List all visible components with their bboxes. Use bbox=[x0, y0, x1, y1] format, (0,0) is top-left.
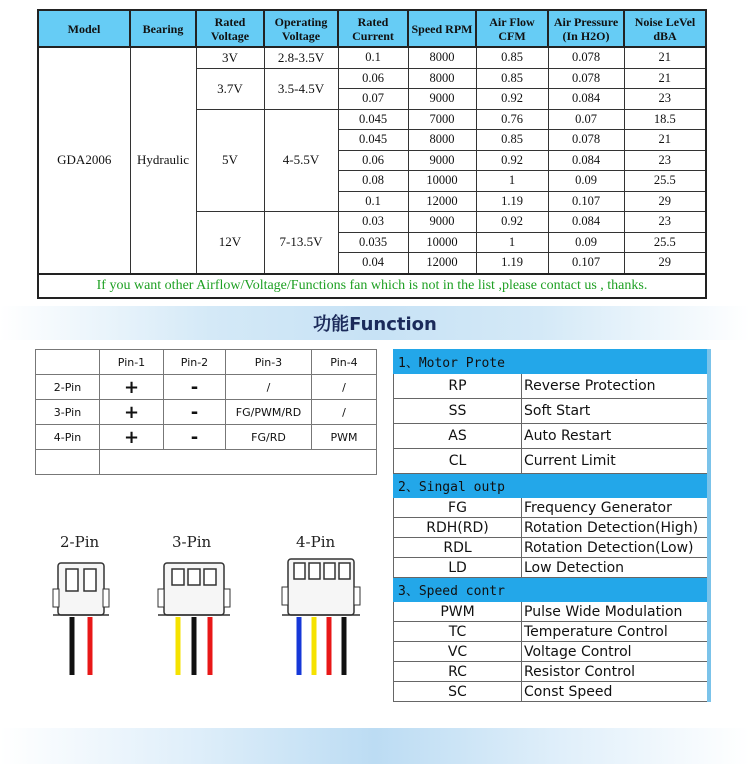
header-noise-level: Noise LeVel dBA bbox=[624, 10, 706, 47]
noise-cell: 23 bbox=[624, 212, 706, 233]
pin-header-row bbox=[36, 350, 377, 375]
abbr-desc: Temperature Control bbox=[522, 622, 710, 642]
abbr-desc: Auto Restart bbox=[522, 424, 710, 449]
rated-voltage-cell: 12V bbox=[196, 212, 264, 274]
abbr-desc: Pulse Wide Modulation bbox=[522, 602, 710, 622]
header-rated-current: Rated Current bbox=[338, 10, 408, 47]
pin-header-3: Pin-3 bbox=[226, 350, 312, 375]
pressure-cell: 0.078 bbox=[548, 68, 624, 89]
table-row bbox=[394, 449, 710, 474]
rated-voltage-cell: 5V bbox=[196, 109, 264, 212]
pin-header-blank bbox=[36, 350, 100, 375]
connector-2pin-icon bbox=[53, 563, 109, 675]
empty-cell bbox=[100, 450, 377, 475]
spec-table bbox=[37, 9, 707, 299]
noise-cell: 23 bbox=[624, 89, 706, 110]
header-speed-rpm: Speed RPM bbox=[408, 10, 476, 47]
pressure-cell: 0.078 bbox=[548, 130, 624, 151]
rpm-cell: 8000 bbox=[408, 130, 476, 151]
abbr-desc: Soft Start bbox=[522, 399, 710, 424]
noise-cell: 18.5 bbox=[624, 109, 706, 130]
section-title: 1、Motor Prote bbox=[394, 350, 710, 374]
table-row bbox=[394, 424, 710, 449]
abbr-code: PWM bbox=[394, 602, 522, 622]
pin-row-empty bbox=[36, 450, 377, 475]
pin2-value: - bbox=[164, 400, 226, 425]
table-row bbox=[38, 47, 706, 68]
rpm-cell: 7000 bbox=[408, 109, 476, 130]
noise-cell: 21 bbox=[624, 68, 706, 89]
cfm-cell: 0.92 bbox=[476, 150, 548, 171]
current-cell: 0.08 bbox=[338, 171, 408, 192]
current-cell: 0.1 bbox=[338, 47, 408, 68]
current-cell: 0.06 bbox=[338, 68, 408, 89]
abbr-desc: Frequency Generator bbox=[522, 498, 710, 518]
connector-3pin-label: 3-Pin bbox=[172, 533, 212, 551]
abbr-desc: Voltage Control bbox=[522, 642, 710, 662]
header-air-flow: Air Flow CFM bbox=[476, 10, 548, 47]
table-row bbox=[394, 498, 710, 518]
empty-cell bbox=[36, 450, 100, 475]
abbr-code: VC bbox=[394, 642, 522, 662]
current-cell: 0.06 bbox=[338, 150, 408, 171]
pin1-value: + bbox=[100, 400, 164, 425]
table-row bbox=[394, 642, 710, 662]
table-row bbox=[394, 622, 710, 642]
pin-header-1: Pin-1 bbox=[100, 350, 164, 375]
section-title: 2、Singal outp bbox=[394, 474, 710, 498]
pressure-cell: 0.107 bbox=[548, 191, 624, 212]
pressure-cell: 0.084 bbox=[548, 212, 624, 233]
pin4-value: / bbox=[312, 400, 377, 425]
pressure-cell: 0.107 bbox=[548, 253, 624, 274]
pressure-cell: 0.09 bbox=[548, 232, 624, 253]
operating-voltage-cell: 3.5-4.5V bbox=[264, 68, 338, 109]
abbr-code: RC bbox=[394, 662, 522, 682]
cfm-cell: 1 bbox=[476, 171, 548, 192]
pin4-value: PWM bbox=[312, 425, 377, 450]
noise-cell: 29 bbox=[624, 191, 706, 212]
section-title: 3、Speed contr bbox=[394, 578, 710, 602]
pin3-value: FG/PWM/RD bbox=[226, 400, 312, 425]
abbr-code: SS bbox=[394, 399, 522, 424]
current-cell: 0.07 bbox=[338, 89, 408, 110]
table-row bbox=[394, 602, 710, 622]
section-header-signal-output bbox=[394, 474, 710, 498]
rpm-cell: 9000 bbox=[408, 212, 476, 233]
rated-voltage-cell: 3.7V bbox=[196, 68, 264, 109]
pin3-value: FG/RD bbox=[226, 425, 312, 450]
model-cell: GDA2006 bbox=[38, 47, 130, 274]
pin-header-4: Pin-4 bbox=[312, 350, 377, 375]
connector-4pin-label: 4-Pin bbox=[296, 533, 336, 551]
abbr-desc: Low Detection bbox=[522, 558, 710, 578]
pin-row-label: 2-Pin bbox=[36, 375, 100, 400]
cfm-cell: 0.76 bbox=[476, 109, 548, 130]
pin-row bbox=[36, 400, 377, 425]
contact-note: If you want other Airflow/Voltage/Functions fan which is not in the list ,please contact us , thanks. bbox=[38, 274, 706, 298]
abbr-code: RDL bbox=[394, 538, 522, 558]
abbr-code: RP bbox=[394, 374, 522, 399]
cfm-cell: 0.85 bbox=[476, 68, 548, 89]
rpm-cell: 8000 bbox=[408, 47, 476, 68]
abbr-code: TC bbox=[394, 622, 522, 642]
pressure-cell: 0.084 bbox=[548, 150, 624, 171]
current-cell: 0.1 bbox=[338, 191, 408, 212]
pin-row bbox=[36, 375, 377, 400]
abbr-desc: Rotation Detection(High) bbox=[522, 518, 710, 538]
cfm-cell: 0.85 bbox=[476, 47, 548, 68]
cfm-cell: 0.85 bbox=[476, 130, 548, 151]
pin-row-label: 3-Pin bbox=[36, 400, 100, 425]
operating-voltage-cell: 4-5.5V bbox=[264, 109, 338, 212]
abbr-desc: Reverse Protection bbox=[522, 374, 710, 399]
rpm-cell: 12000 bbox=[408, 253, 476, 274]
noise-cell: 21 bbox=[624, 47, 706, 68]
pin3-value: / bbox=[226, 375, 312, 400]
connector-2pin-label: 2-Pin bbox=[60, 533, 100, 551]
current-cell: 0.04 bbox=[338, 253, 408, 274]
pin-header-2: Pin-2 bbox=[164, 350, 226, 375]
abbr-code: FG bbox=[394, 498, 522, 518]
section-header-motor-protection bbox=[394, 350, 710, 374]
abbr-desc: Resistor Control bbox=[522, 662, 710, 682]
pin1-value: + bbox=[100, 375, 164, 400]
table-row bbox=[394, 682, 710, 702]
abbr-desc: Const Speed bbox=[522, 682, 710, 702]
connector-3pin-icon bbox=[158, 563, 230, 675]
table-row bbox=[394, 518, 710, 538]
table-row bbox=[394, 399, 710, 424]
pressure-cell: 0.084 bbox=[548, 89, 624, 110]
pressure-cell: 0.09 bbox=[548, 171, 624, 192]
abbr-code: LD bbox=[394, 558, 522, 578]
current-cell: 0.045 bbox=[338, 130, 408, 151]
note-row bbox=[38, 274, 706, 298]
abbr-code: SC bbox=[394, 682, 522, 702]
pin-row bbox=[36, 425, 377, 450]
rpm-cell: 12000 bbox=[408, 191, 476, 212]
table-row bbox=[394, 374, 710, 399]
header-bearing: Bearing bbox=[130, 10, 196, 47]
header-air-pressure: Air Pressure (In H2O) bbox=[548, 10, 624, 47]
cfm-cell: 0.92 bbox=[476, 212, 548, 233]
noise-cell: 29 bbox=[624, 253, 706, 274]
rpm-cell: 9000 bbox=[408, 89, 476, 110]
pin4-value: / bbox=[312, 375, 377, 400]
noise-cell: 25.5 bbox=[624, 232, 706, 253]
pressure-cell: 0.078 bbox=[548, 47, 624, 68]
noise-cell: 25.5 bbox=[624, 171, 706, 192]
current-cell: 0.045 bbox=[338, 109, 408, 130]
bearing-cell: Hydraulic bbox=[130, 47, 196, 274]
cfm-cell: 1 bbox=[476, 232, 548, 253]
rpm-cell: 10000 bbox=[408, 232, 476, 253]
section-header-speed-control bbox=[394, 578, 710, 602]
operating-voltage-cell: 2.8-3.5V bbox=[264, 47, 338, 68]
operating-voltage-cell: 7-13.5V bbox=[264, 212, 338, 274]
connector-diagram bbox=[30, 555, 390, 685]
pin-table bbox=[35, 349, 377, 475]
abbr-code: RDH(RD) bbox=[394, 518, 522, 538]
pin2-value: - bbox=[164, 375, 226, 400]
header-operating-voltage: Operating Voltage bbox=[264, 10, 338, 47]
pin1-value: + bbox=[100, 425, 164, 450]
current-cell: 0.03 bbox=[338, 212, 408, 233]
rated-voltage-cell: 3V bbox=[196, 47, 264, 68]
header-model: Model bbox=[38, 10, 130, 47]
bottom-band bbox=[0, 728, 750, 764]
rpm-cell: 9000 bbox=[408, 150, 476, 171]
noise-cell: 23 bbox=[624, 150, 706, 171]
pressure-cell: 0.07 bbox=[548, 109, 624, 130]
rpm-cell: 8000 bbox=[408, 68, 476, 89]
function-title: 功能Function bbox=[313, 314, 437, 335]
table-row bbox=[394, 538, 710, 558]
cfm-cell: 0.92 bbox=[476, 89, 548, 110]
abbr-desc: Rotation Detection(Low) bbox=[522, 538, 710, 558]
current-cell: 0.035 bbox=[338, 232, 408, 253]
noise-cell: 21 bbox=[624, 130, 706, 151]
abbr-code: CL bbox=[394, 449, 522, 474]
abbreviation-table bbox=[393, 349, 711, 702]
header-rated-voltage: Rated Voltage bbox=[196, 10, 264, 47]
rpm-cell: 10000 bbox=[408, 171, 476, 192]
pin-row-label: 4-Pin bbox=[36, 425, 100, 450]
connector-4pin-icon bbox=[282, 559, 360, 675]
spec-header-row bbox=[38, 10, 706, 47]
abbr-desc: Current Limit bbox=[522, 449, 710, 474]
table-row bbox=[394, 662, 710, 682]
cfm-cell: 1.19 bbox=[476, 191, 548, 212]
abbr-code: AS bbox=[394, 424, 522, 449]
cfm-cell: 1.19 bbox=[476, 253, 548, 274]
pin2-value: - bbox=[164, 425, 226, 450]
table-row bbox=[394, 558, 710, 578]
